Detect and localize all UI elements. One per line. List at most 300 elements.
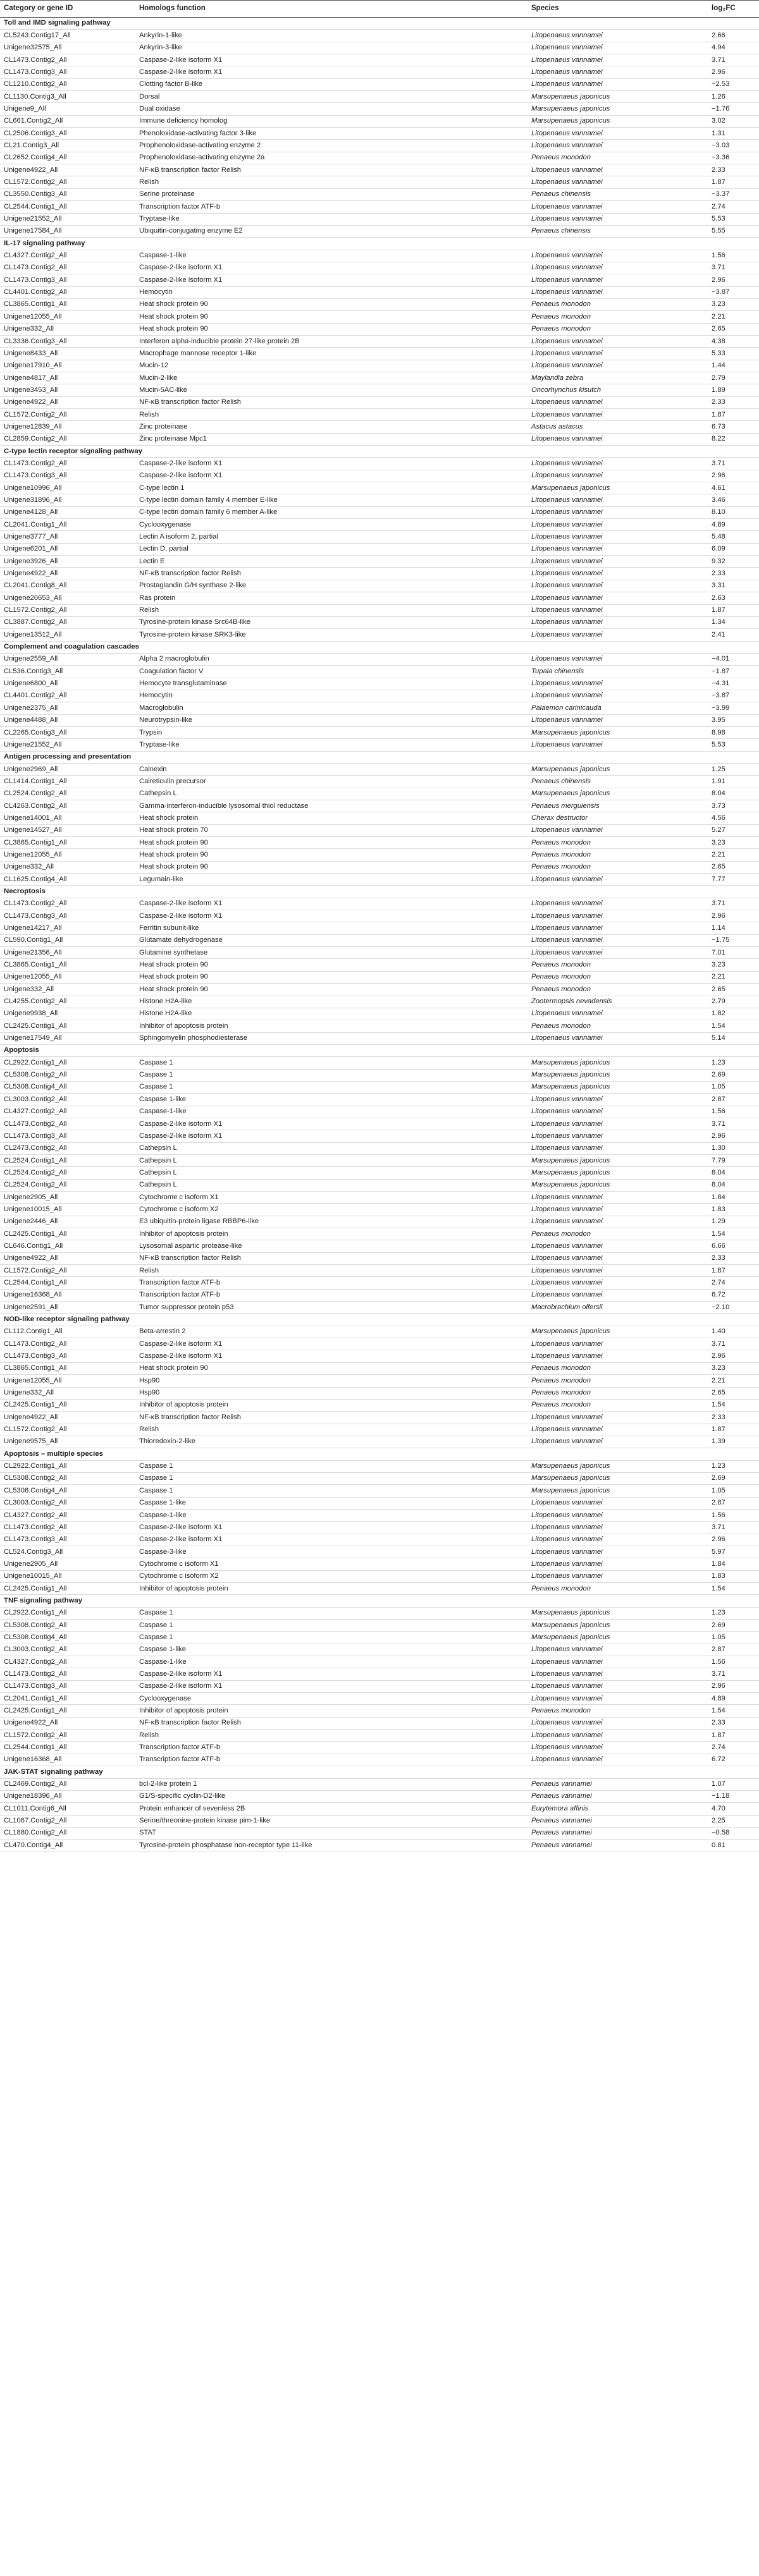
function-cell: Inhibitor of apoptosis protein bbox=[139, 1230, 228, 1238]
function-cell: C-type lectin domain family 4 member E-like bbox=[139, 496, 278, 504]
function-cell: Ras protein bbox=[139, 594, 176, 602]
section-heading bbox=[0, 1595, 759, 1607]
log2fc-cell: 8.04 bbox=[712, 1168, 725, 1176]
log2fc-cell: −3.37 bbox=[712, 190, 730, 198]
table-row bbox=[0, 226, 759, 238]
species-cell: Litopenaeus vannamei bbox=[531, 276, 603, 284]
gene-id-cell: CL4255.Contig2_All bbox=[4, 998, 67, 1006]
gene-id-cell: Unigene4922_All bbox=[4, 570, 58, 578]
log2fc-cell: 1.39 bbox=[712, 1438, 725, 1446]
function-cell: Heat shock protein 90 bbox=[139, 985, 208, 993]
function-cell: Hsp90 bbox=[139, 1389, 160, 1397]
log2fc-cell: 2.74 bbox=[712, 1278, 725, 1286]
gene-id-cell: Unigene18396_All bbox=[4, 1792, 62, 1800]
gene-id-cell: Unigene12055_All bbox=[4, 1376, 62, 1384]
function-cell: Caspase-2-like isoform X1 bbox=[139, 68, 223, 76]
species-cell: Litopenaeus vannamei bbox=[531, 472, 603, 480]
gene-id-cell: CL2922.Contig1_All bbox=[4, 1609, 67, 1617]
gene-id-cell: CL2544.Contig1_All bbox=[4, 1743, 67, 1752]
function-cell: Relish bbox=[139, 178, 159, 186]
function-cell: Heat shock protein 90 bbox=[139, 1364, 208, 1372]
log2fc-cell: 1.87 bbox=[712, 1425, 725, 1434]
gene-id-cell: Unigene17910_All bbox=[4, 362, 62, 370]
species-cell: Marsupenaeus japonicus bbox=[531, 117, 610, 125]
function-cell: Caspase 1 bbox=[139, 1462, 173, 1470]
gene-id-cell: CL1473.Contig2_All bbox=[4, 1523, 67, 1531]
log2fc-cell: −3.87 bbox=[712, 288, 730, 296]
log2fc-cell: 8.98 bbox=[712, 728, 725, 736]
function-cell: Cytochrome c isoform X1 bbox=[139, 1560, 219, 1568]
species-cell: Litopenaeus vannamei bbox=[531, 398, 603, 406]
function-cell: NF-κB transcription factor Relish bbox=[139, 570, 242, 578]
section-title: Antigen processing and presentation bbox=[4, 753, 132, 761]
log2fc-cell: 7.79 bbox=[712, 1156, 725, 1164]
function-cell: Cyclooxygenase bbox=[139, 1694, 192, 1702]
gene-id-cell: Unigene10015_All bbox=[4, 1205, 62, 1213]
function-cell: Macroglobulin bbox=[139, 704, 183, 712]
table-row bbox=[0, 1400, 759, 1412]
gene-id-cell: CL21.Contig3_All bbox=[4, 142, 59, 149]
log2fc-cell: 7.77 bbox=[712, 875, 725, 883]
gene-id-cell: Unigene12839_All bbox=[4, 422, 62, 430]
function-cell: Caspase 1 bbox=[139, 1058, 173, 1066]
table-row bbox=[0, 1130, 759, 1142]
gene-id-cell: CL5308.Contig4_All bbox=[4, 1633, 67, 1641]
log2fc-cell: 6.66 bbox=[712, 1242, 725, 1250]
table-row bbox=[0, 959, 759, 971]
gene-id-cell: CL2265.Contig3_All bbox=[4, 728, 67, 736]
table-row bbox=[0, 1106, 759, 1118]
species-cell: Penaeus vannamei bbox=[531, 1792, 592, 1800]
species-cell: Litopenaeus vannamei bbox=[531, 680, 603, 688]
species-cell: Zootermopsis nevadensis bbox=[531, 998, 612, 1006]
table-row bbox=[0, 1705, 759, 1717]
gene-id-cell: CL1473.Contig3_All bbox=[4, 68, 67, 76]
log2fc-cell: 8.10 bbox=[712, 508, 725, 516]
gene-id-cell: Unigene13512_All bbox=[4, 630, 62, 638]
species-cell: Litopenaeus vannamei bbox=[531, 582, 603, 590]
log2fc-cell: 1.29 bbox=[712, 1218, 725, 1226]
table-row bbox=[0, 996, 759, 1008]
function-cell: Caspase-2-like isoform X1 bbox=[139, 1132, 223, 1140]
log2fc-cell: −3.87 bbox=[712, 692, 730, 700]
gene-id-cell: CL2859.Contig2_All bbox=[4, 435, 67, 443]
species-cell: Litopenaeus vannamei bbox=[531, 435, 603, 443]
function-cell: Clotting factor B-like bbox=[139, 80, 203, 89]
log2fc-cell: −1.18 bbox=[712, 1792, 730, 1800]
species-cell: Penaeus monodon bbox=[531, 300, 591, 308]
log2fc-cell: 2.74 bbox=[712, 202, 725, 211]
table-row bbox=[0, 1326, 759, 1338]
log2fc-cell: 3.31 bbox=[712, 582, 725, 590]
gene-id-cell: CL4401.Contig2_All bbox=[4, 288, 67, 296]
section-heading bbox=[0, 446, 759, 458]
table-row bbox=[0, 128, 759, 140]
gene-id-cell: CL5308.Contig4_All bbox=[4, 1083, 67, 1091]
species-cell: Macrobrachium olfersii bbox=[531, 1303, 603, 1311]
table-row bbox=[0, 947, 759, 959]
gene-id-cell: CL1473.Contig2_All bbox=[4, 900, 67, 908]
species-cell: Litopenaeus vannamei bbox=[531, 1132, 603, 1140]
species-cell: Litopenaeus vannamei bbox=[531, 1670, 603, 1678]
log2fc-cell: 2.33 bbox=[712, 1254, 725, 1262]
log2fc-cell: 3.71 bbox=[712, 1523, 725, 1531]
function-cell: Gamma-interferon-inducible lysosomal thiol reductase bbox=[139, 802, 309, 810]
species-cell: Penaeus chinensis bbox=[531, 777, 591, 785]
function-cell: Mucin-5AC-like bbox=[139, 386, 187, 394]
table-row bbox=[0, 1485, 759, 1497]
function-cell: Mucin-2-like bbox=[139, 374, 178, 382]
function-cell: Caspase 1-like bbox=[139, 1499, 186, 1507]
log2fc-cell: −3.03 bbox=[712, 142, 730, 149]
log2fc-cell: 2.21 bbox=[712, 850, 725, 858]
function-cell: Caspase-2-like isoform X1 bbox=[139, 459, 223, 467]
function-cell: Caspase-2-like isoform X1 bbox=[139, 264, 223, 272]
function-cell: Ankyrin-1-like bbox=[139, 31, 182, 39]
log2fc-cell: 3.71 bbox=[712, 56, 725, 64]
species-cell: Penaeus vannamei bbox=[531, 1841, 592, 1849]
log2fc-cell: 1.40 bbox=[712, 1328, 725, 1336]
species-cell: Litopenaeus vannamei bbox=[531, 716, 603, 724]
table-row bbox=[0, 79, 759, 91]
species-cell: Penaeus vannamei bbox=[531, 1829, 592, 1837]
gene-id-cell: Unigene4922_All bbox=[4, 1413, 58, 1421]
species-cell: Litopenaeus vannamei bbox=[531, 1193, 603, 1201]
species-cell: Marsupenaeus japonicus bbox=[531, 1168, 610, 1176]
log2fc-cell: 3.71 bbox=[712, 1670, 725, 1678]
function-cell: NF-κB transcription factor Relish bbox=[139, 1413, 242, 1421]
species-cell: Litopenaeus vannamei bbox=[531, 1108, 603, 1116]
log2fc-cell: 6.72 bbox=[712, 1291, 725, 1299]
function-cell: Serine proteinase bbox=[139, 190, 195, 198]
species-cell: Oncorhynchus kisutch bbox=[531, 386, 602, 394]
species-cell: Marsupenaeus japonicus bbox=[531, 1083, 610, 1091]
log2fc-cell: 1.25 bbox=[712, 765, 725, 773]
species-cell: Litopenaeus vannamei bbox=[531, 1425, 603, 1434]
gene-id-cell: Unigene2559_All bbox=[4, 655, 58, 663]
function-cell: Histone H2A-like bbox=[139, 998, 192, 1006]
species-cell: Litopenaeus vannamei bbox=[531, 459, 603, 467]
function-cell: Caspase 1 bbox=[139, 1083, 173, 1091]
species-cell: Litopenaeus vannamei bbox=[531, 1413, 603, 1421]
species-cell: Litopenaeus vannamei bbox=[531, 570, 603, 578]
table-row bbox=[0, 1620, 759, 1632]
function-cell: Hemocytin bbox=[139, 692, 173, 700]
gene-id-cell: Unigene14527_All bbox=[4, 826, 62, 834]
species-cell: Litopenaeus vannamei bbox=[531, 875, 603, 883]
function-cell: Calreticulin precursor bbox=[139, 777, 206, 785]
function-cell: Caspase 1-like bbox=[139, 1645, 186, 1654]
gene-id-cell: CL2922.Contig1_All bbox=[4, 1058, 67, 1066]
species-cell: Litopenaeus vannamei bbox=[531, 520, 603, 528]
gene-id-cell: Unigene332_All bbox=[4, 985, 54, 993]
gene-id-cell: CL5308.Contig4_All bbox=[4, 1486, 67, 1494]
log2fc-cell: 2.33 bbox=[712, 1719, 725, 1727]
species-cell: Litopenaeus vannamei bbox=[531, 508, 603, 516]
log2fc-cell: −3.99 bbox=[712, 704, 730, 712]
log2fc-cell: 2.33 bbox=[712, 570, 725, 578]
function-cell: Neurotrypsin-like bbox=[139, 716, 192, 724]
table-row bbox=[0, 1216, 759, 1228]
table-row bbox=[0, 617, 759, 629]
gene-id-cell: Unigene2591_All bbox=[4, 1303, 58, 1311]
function-cell: C-type lectin 1 bbox=[139, 484, 185, 492]
log2fc-cell: 8.22 bbox=[712, 435, 725, 443]
gene-id-cell: Unigene10015_All bbox=[4, 1572, 62, 1580]
table-row bbox=[0, 1388, 759, 1400]
species-cell: Litopenaeus vannamei bbox=[531, 337, 603, 345]
table-row bbox=[0, 1204, 759, 1216]
function-cell: Mucin-12 bbox=[139, 362, 169, 370]
table-row bbox=[0, 1510, 759, 1522]
species-cell: Penaeus monodon bbox=[531, 154, 591, 162]
species-cell: Marsupenaeus japonicus bbox=[531, 1328, 610, 1336]
species-cell: Litopenaeus vannamei bbox=[531, 912, 603, 920]
gene-id-cell: CL2652.Contig4_All bbox=[4, 154, 67, 162]
table-row bbox=[0, 972, 759, 984]
section-heading bbox=[0, 18, 759, 30]
gene-id-cell: CL1473.Contig3_All bbox=[4, 912, 67, 920]
section-heading bbox=[0, 1045, 759, 1057]
table-row bbox=[0, 164, 759, 176]
function-cell: Relish bbox=[139, 1731, 159, 1739]
species-cell: Litopenaeus vannamei bbox=[531, 655, 603, 663]
log2fc-cell: 5.33 bbox=[712, 349, 725, 357]
function-cell: E3 ubiquitin-protein ligase RBBP6-like bbox=[139, 1218, 259, 1226]
function-cell: Protein enhancer of sevenless 2B bbox=[139, 1804, 245, 1812]
gene-id-cell: CL112.Contig1_All bbox=[4, 1328, 63, 1336]
gene-id-cell: Unigene4488_All bbox=[4, 716, 58, 724]
function-cell: NF-κB transcription factor Relish bbox=[139, 166, 242, 174]
gene-id-cell: Unigene12055_All bbox=[4, 312, 62, 320]
gene-id-cell: Unigene332_All bbox=[4, 863, 54, 871]
function-cell: Zinc proteinase bbox=[139, 422, 188, 430]
log2fc-cell: 3.46 bbox=[712, 496, 725, 504]
table-row bbox=[0, 1632, 759, 1644]
gene-id-cell: CL2425.Contig1_All bbox=[4, 1230, 67, 1238]
species-cell: Astacus astacus bbox=[531, 422, 583, 430]
species-cell: Litopenaeus vannamei bbox=[531, 594, 603, 602]
log2fc-cell: −1.76 bbox=[712, 104, 730, 113]
table-row bbox=[0, 556, 759, 568]
table-row bbox=[0, 568, 759, 580]
gene-id-cell: Unigene14001_All bbox=[4, 814, 62, 822]
table-row bbox=[0, 189, 759, 201]
log2fc-cell: −3.36 bbox=[712, 154, 730, 162]
gene-id-cell: Unigene20653_All bbox=[4, 594, 62, 602]
species-cell: Marsupenaeus japonicus bbox=[531, 1609, 610, 1617]
table-row bbox=[0, 324, 759, 336]
function-cell: Tumor suppressor protein p53 bbox=[139, 1303, 234, 1311]
log2fc-cell: 2.63 bbox=[712, 594, 725, 602]
log2fc-cell: 2.21 bbox=[712, 1376, 725, 1384]
species-cell: Litopenaeus vannamei bbox=[531, 1535, 603, 1544]
log2fc-cell: 1.56 bbox=[712, 1511, 725, 1519]
species-cell: Litopenaeus vannamei bbox=[531, 80, 603, 89]
gene-id-cell: CL1011.Contig6_All bbox=[4, 1804, 66, 1812]
function-cell: Inhibitor of apoptosis protein bbox=[139, 1401, 228, 1409]
function-cell: Relish bbox=[139, 1266, 159, 1274]
gene-id-cell: Unigene332_All bbox=[4, 325, 54, 333]
log2fc-cell: 2.87 bbox=[712, 1095, 725, 1103]
gene-id-cell: Unigene4922_All bbox=[4, 1254, 58, 1262]
table-row bbox=[0, 201, 759, 213]
gene-id-cell: CL3336.Contig3_All bbox=[4, 337, 67, 345]
table-row bbox=[0, 715, 759, 727]
species-cell: Litopenaeus vannamei bbox=[531, 1499, 603, 1507]
function-cell: NF-κB transcription factor Relish bbox=[139, 1254, 242, 1262]
gene-id-cell: Unigene4817_All bbox=[4, 374, 58, 382]
gene-id-cell: CL1473.Contig3_All bbox=[4, 1682, 67, 1690]
function-cell: Caspase 1 bbox=[139, 1474, 173, 1482]
log2fc-cell: −1.87 bbox=[712, 667, 730, 675]
log2fc-cell: 3.71 bbox=[712, 1340, 725, 1348]
function-cell: Hemocytin bbox=[139, 288, 173, 296]
species-cell: Litopenaeus vannamei bbox=[531, 1266, 603, 1274]
species-cell: Litopenaeus vannamei bbox=[531, 129, 603, 137]
gene-id-cell: CL1572.Contig2_All bbox=[4, 410, 67, 418]
gene-id-cell: CL661.Contig2_All bbox=[4, 117, 63, 125]
table-row bbox=[0, 470, 759, 482]
function-cell: Caspase-1-like bbox=[139, 1657, 187, 1666]
gene-id-cell: CL3865.Contig1_All bbox=[4, 1364, 67, 1372]
table-row bbox=[0, 1118, 759, 1130]
function-cell: Caspase 1 bbox=[139, 1486, 173, 1494]
log2fc-cell: 4.89 bbox=[712, 1694, 725, 1702]
gene-id-cell: CL5308.Contig2_All bbox=[4, 1071, 67, 1079]
table-row bbox=[0, 1143, 759, 1155]
species-cell: Penaeus monodon bbox=[531, 1707, 591, 1714]
gene-id-cell: CL1067.Contig2_All bbox=[4, 1817, 67, 1825]
log2fc-cell: 5.53 bbox=[712, 215, 725, 223]
log2fc-cell: 7.01 bbox=[712, 948, 725, 956]
table-row bbox=[0, 116, 759, 128]
section-title: Complement and coagulation cascades bbox=[4, 643, 139, 650]
table-row bbox=[0, 372, 759, 384]
function-cell: Prostaglandin G/H synthase 2-like bbox=[139, 582, 247, 590]
table-row bbox=[0, 1033, 759, 1045]
species-cell: Marsupenaeus japonicus bbox=[531, 728, 610, 736]
gene-id-cell: CL1473.Contig2_All bbox=[4, 1120, 67, 1128]
log2fc-cell: 2.87 bbox=[712, 1645, 725, 1654]
function-cell: Lectin E bbox=[139, 557, 165, 565]
table-row bbox=[0, 1338, 759, 1350]
table-row bbox=[0, 103, 759, 115]
gene-id-cell: CL3003.Contig2_All bbox=[4, 1499, 67, 1507]
table-row bbox=[0, 776, 759, 788]
gene-id-cell: Unigene2375_All bbox=[4, 704, 58, 712]
table-row bbox=[0, 66, 759, 78]
gene-id-cell: Unigene4128_All bbox=[4, 508, 58, 516]
species-cell: Litopenaeus vannamei bbox=[531, 1254, 603, 1262]
section-title: Necroptosis bbox=[4, 887, 46, 895]
log2fc-cell: 1.56 bbox=[712, 252, 725, 260]
gene-id-cell: Unigene17584_All bbox=[4, 227, 62, 235]
log2fc-cell: 2.69 bbox=[712, 1474, 725, 1482]
table-row bbox=[0, 348, 759, 360]
gene-id-cell: Unigene14217_All bbox=[4, 924, 62, 932]
log2fc-cell: 1.07 bbox=[712, 1780, 725, 1788]
species-cell: Penaeus monodon bbox=[531, 325, 591, 333]
function-cell: Hsp90 bbox=[139, 1376, 160, 1384]
function-cell: Transcription factor ATF-b bbox=[139, 1743, 221, 1752]
species-cell: Litopenaeus vannamei bbox=[531, 264, 603, 272]
gene-id-cell: Unigene21552_All bbox=[4, 740, 62, 748]
species-cell: Litopenaeus vannamei bbox=[531, 166, 603, 174]
header-log2fc: log₂FC bbox=[712, 4, 736, 13]
table-row bbox=[0, 1558, 759, 1570]
species-cell: Marsupenaeus japonicus bbox=[531, 484, 610, 492]
table-row bbox=[0, 788, 759, 800]
section-heading bbox=[0, 642, 759, 654]
gene-id-cell: Unigene9575_All bbox=[4, 1438, 58, 1446]
section-heading bbox=[0, 752, 759, 764]
species-cell: Litopenaeus vannamei bbox=[531, 1645, 603, 1654]
species-cell: Litopenaeus vannamei bbox=[531, 557, 603, 565]
function-cell: Inhibitor of apoptosis protein bbox=[139, 1584, 228, 1592]
species-cell: Litopenaeus vannamei bbox=[531, 1560, 603, 1568]
gene-id-cell: CL2524.Contig2_All bbox=[4, 1181, 67, 1189]
gene-id-cell: CL4327.Contig2_All bbox=[4, 252, 67, 260]
function-cell: Beta-arrestin 2 bbox=[139, 1328, 186, 1336]
log2fc-cell: 8.04 bbox=[712, 790, 725, 798]
gene-id-cell: CL3865.Contig1_All bbox=[4, 961, 67, 969]
header-species: Species bbox=[531, 4, 559, 13]
table-row bbox=[0, 360, 759, 372]
species-cell: Marsupenaeus japonicus bbox=[531, 1071, 610, 1079]
log2fc-cell: 1.83 bbox=[712, 1572, 725, 1580]
species-cell: Penaeus merguiensis bbox=[531, 802, 600, 810]
function-cell: Calnexin bbox=[139, 765, 167, 773]
species-cell: Penaeus monodon bbox=[531, 863, 591, 871]
function-cell: Caspase-2-like isoform X1 bbox=[139, 1340, 223, 1348]
gene-id-cell: CL5308.Contig2_All bbox=[4, 1621, 67, 1629]
table-row bbox=[0, 764, 759, 776]
table-row bbox=[0, 409, 759, 421]
table-row bbox=[0, 1461, 759, 1473]
table-row bbox=[0, 519, 759, 531]
function-cell: Heat shock protein 90 bbox=[139, 850, 208, 858]
gene-id-cell: CL4327.Contig2_All bbox=[4, 1108, 67, 1116]
table-row bbox=[0, 1608, 759, 1620]
gene-id-cell: CL1473.Contig2_All bbox=[4, 264, 67, 272]
table-row bbox=[0, 1302, 759, 1314]
table-row bbox=[0, 1363, 759, 1375]
log2fc-cell: 8.04 bbox=[712, 1181, 725, 1189]
species-cell: Penaeus monodon bbox=[531, 985, 591, 993]
gene-id-cell: CL590.Contig1_All bbox=[4, 936, 63, 944]
table-row bbox=[0, 42, 759, 54]
gene-id-cell: Unigene3926_All bbox=[4, 557, 58, 565]
gene-id-cell: CL1414.Contig1_All bbox=[4, 777, 67, 785]
log2fc-cell: 2.65 bbox=[712, 325, 725, 333]
species-cell: Litopenaeus vannamei bbox=[531, 44, 603, 52]
table-row bbox=[0, 494, 759, 506]
table-row bbox=[0, 214, 759, 226]
gene-id-cell: CL2473.Contig2_All bbox=[4, 1144, 67, 1152]
log2fc-cell: 2.66 bbox=[712, 31, 725, 39]
log2fc-cell: 1.87 bbox=[712, 410, 725, 418]
function-cell: Caspase 1 bbox=[139, 1621, 173, 1629]
function-cell: Histone H2A-like bbox=[139, 1010, 192, 1018]
log2fc-cell: 2.25 bbox=[712, 1817, 725, 1825]
function-cell: Phenoloxidase-activating factor 3-like bbox=[139, 129, 257, 137]
function-cell: Heat shock protein 90 bbox=[139, 961, 208, 969]
function-cell: Caspase 1 bbox=[139, 1609, 173, 1617]
table-row bbox=[0, 629, 759, 641]
function-cell: Cytochrome c isoform X2 bbox=[139, 1572, 219, 1580]
log2fc-cell: −2.10 bbox=[712, 1303, 730, 1311]
